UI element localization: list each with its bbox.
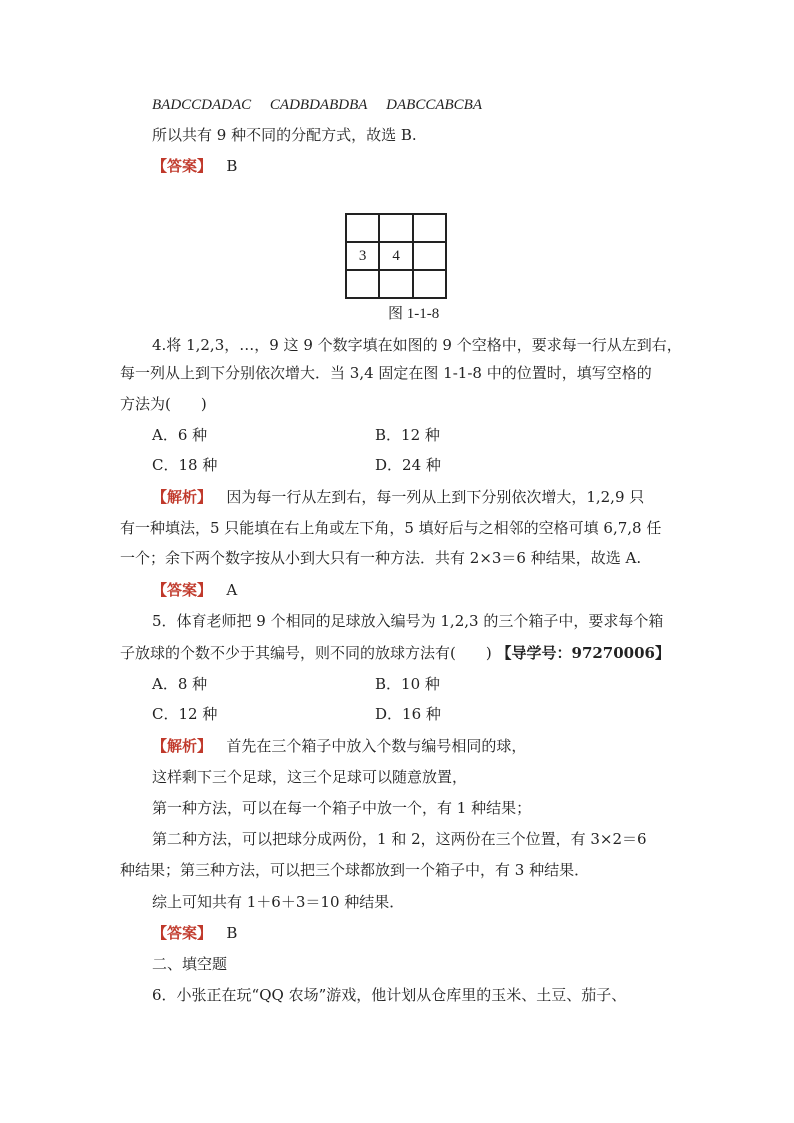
q4-answer-line <box>152 581 237 599</box>
q5-option-b: B．10 种 <box>375 675 440 693</box>
grid-cell <box>413 214 446 242</box>
sequence-line <box>152 96 482 114</box>
q5-analysis-line-2: 这样剩下三个足球，这三个足球可以随意放置， <box>152 768 468 786</box>
grid-cell <box>346 214 379 242</box>
analysis-tag: 【解析】 <box>152 737 213 755</box>
q5-analysis-line-4: 第二种方法，可以把球分成两份，1 和 2，这两份在三个位置，有 3×2＝6 <box>152 830 647 848</box>
q5-analysis-line-5: 种结果；第三种方法，可以把三个球都放到一个箱子中，有 3 种结果． <box>120 861 590 879</box>
number-grid-figure <box>345 213 447 299</box>
analysis-tag: 【解析】 <box>152 488 213 506</box>
q4-option-a: A．6 种 <box>152 426 208 444</box>
sequence-3: DABCCABCBA <box>386 97 482 113</box>
q4-line-1: 4.将 1,2,3，…，9 这 9 个数字填在如图的 9 个空格中，要求每一行从左到右， <box>152 336 682 354</box>
grid-cell <box>379 214 412 242</box>
answer-value: A <box>226 581 238 599</box>
q5-line-2 <box>120 644 670 662</box>
q4-analysis-line-2: 有一种填法，5 只能填在右上角或左下角，5 填好后与之相邻的空格可填 6,7,8 任 <box>120 519 662 537</box>
q4-option-c: C．18 种 <box>152 456 218 474</box>
q5-analysis-line-6: 综上可知共有 1＋6＋3＝10 种结果． <box>152 893 405 911</box>
q5-line-1: 5．体育老师把 9 个相同的足球放入编号为 1,2,3 的三个箱子中，要求每个箱 <box>152 612 664 630</box>
section-heading: 二、填空题 <box>152 955 228 973</box>
q5-line-2-text: 子放球的个数不少于其编号，则不同的放球方法有( ) <box>120 644 492 662</box>
sequence-1: BADCCDADAC <box>152 97 252 113</box>
answer-tag: 【答案】 <box>152 924 213 942</box>
q4-option-b: B．12 种 <box>375 426 440 444</box>
q5-answer-line <box>152 924 237 942</box>
analysis-text: 因为每一行从左到右，每一列从上到下分别依次增大，1,2,9 只 <box>226 488 645 506</box>
q5-option-c: C．12 种 <box>152 705 218 723</box>
answer-value: B <box>226 157 238 175</box>
figure-caption: 图 1-1-8 <box>388 306 440 322</box>
q4-line-2: 每一列从上到下分别依次增大．当 3,4 固定在图 1-1-8 中的位置时，填写空格的 <box>120 364 652 382</box>
conclusion-text: 所以共有 9 种不同的分配方式，故选 B. <box>152 126 417 144</box>
q4-analysis-line-3: 一个；余下两个数字按从小到大只有一种方法．共有 2×3＝6 种结果，故选 A. <box>120 549 642 567</box>
q6-line-1: 6．小张正在玩“QQ 农场”游戏，他计划从仓库里的玉米、土豆、茄子、 <box>152 986 627 1004</box>
guide-number: 【导学号：97270006】 <box>496 644 670 662</box>
sequence-2: CADBDABDBA <box>269 97 368 113</box>
q5-analysis-line-1 <box>152 737 526 755</box>
grid-cell <box>413 242 446 270</box>
q4-option-d: D．24 种 <box>375 456 441 474</box>
grid-cell <box>413 270 446 298</box>
answer-tag: 【答案】 <box>152 581 213 599</box>
grid-cell <box>379 270 412 298</box>
grid-cell: 4 <box>379 242 412 270</box>
answer-line-top <box>152 157 237 175</box>
q4-line-3: 方法为( ) <box>120 395 207 413</box>
analysis-text: 首先在三个箱子中放入个数与编号相同的球， <box>226 737 527 755</box>
grid-cell <box>346 270 379 298</box>
q5-analysis-line-3: 第一种方法，可以在每一个箱子中放一个，有 1 种结果； <box>152 799 532 817</box>
answer-value: B <box>226 924 238 942</box>
q5-option-d: D．16 种 <box>375 705 441 723</box>
q4-analysis-line-1 <box>152 488 644 506</box>
answer-tag: 【答案】 <box>152 157 213 175</box>
q5-option-a: A．8 种 <box>152 675 208 693</box>
grid-cell: 3 <box>346 242 379 270</box>
